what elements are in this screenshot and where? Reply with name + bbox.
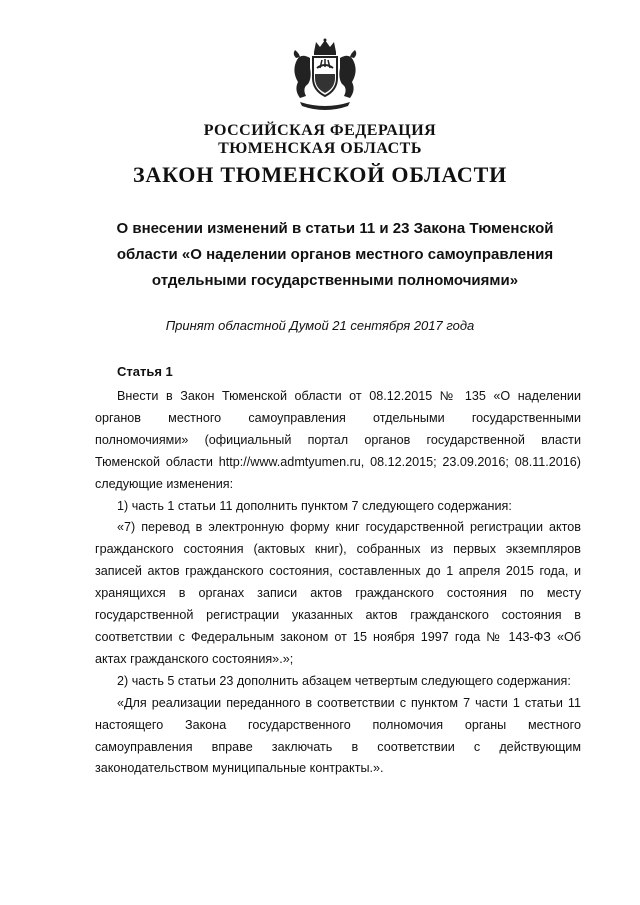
federation-heading: РОССИЙСКАЯ ФЕДЕРАЦИЯ — [203, 122, 437, 139]
article-body — [95, 386, 581, 780]
article-paragraph: 1) часть 1 статьи 11 дополнить пунктом 7 следующего содержания: — [117, 498, 512, 513]
article-paragraph: Внести в Закон Тюменской области от 08.12.2015 № 135 «О наделении органов местного самоуправления отдельными государственными полномочиями» (официальный портал органов государственной власти Тюменской области http://www.admtyumen.ru, 08.12.2015; 23.09.2016; 08.11.2016) следующие изменения: — [95, 389, 581, 491]
law-type-heading: ЗАКОН ТЮМЕНСКОЙ ОБЛАСТИ — [132, 162, 507, 187]
article-heading: Статья 1 — [117, 364, 173, 379]
article-paragraph: 2) часть 5 статьи 23 дополнить абзацем четвертым следующего содержания: — [117, 673, 571, 688]
coat-of-arms-icon — [286, 38, 364, 112]
adoption-date: Принят областной Думой 21 сентября 2017 года — [165, 318, 475, 333]
region-heading: ТЮМЕНСКАЯ ОБЛАСТЬ — [218, 140, 422, 157]
article-paragraph: «Для реализации переданного в соответствии с пунктом 7 части 1 статьи 11 настоящего Закона государственного полномочия органы местного самоуправления вправе заключать в соответствии с действующим законодательством муниципальные контракты.». — [95, 695, 581, 776]
law-title: О внесении изменений в статьи 11 и 23 Закона Тюменской области «О наделении органов местного самоуправления отдельными государственными полномочиями» — [116, 220, 554, 289]
article-paragraph: «7) перевод в электронную форму книг государственной регистрации актов гражданского состояния (актовых книг), собранных из первых экземпляров записей актов гражданского состояния, составленных до 1 апреля 2015 года, и хранящихся в органах записи актов гражданского состояния по месту государственной регистрации указанных актов гражданского состояния в соответствии с Федеральным законом от 15 ноября 1997 года № 143-ФЗ «Об актах гражданского состояния».»; — [95, 520, 581, 666]
